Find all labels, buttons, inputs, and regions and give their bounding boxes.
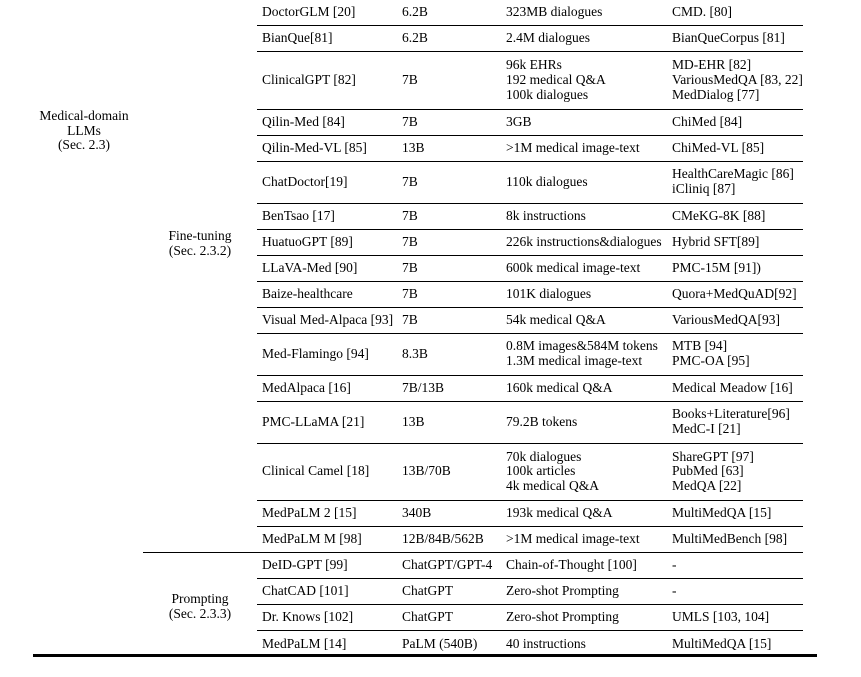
model-size-cell <box>402 73 506 88</box>
model-size-cell <box>402 235 506 250</box>
training-data-cell <box>506 115 672 130</box>
model-size: 13B <box>402 139 425 155</box>
training-data-line: 110k dialogues <box>506 173 588 189</box>
model-name: DoctorGLM [20] <box>262 4 356 20</box>
model-size-cell <box>402 115 506 130</box>
model-name-cell <box>257 532 402 547</box>
training-data-cell <box>506 31 672 46</box>
corpus-line: VariousMedQA [83, 22] <box>672 71 803 87</box>
model-size: 13B <box>402 413 425 429</box>
model-name: Med-Flamingo [94] <box>262 345 369 361</box>
corpus-line: MedQA [22] <box>672 478 742 494</box>
training-data-line: 226k instructions&dialogues <box>506 233 662 249</box>
corpus-cell <box>672 339 803 368</box>
model-table <box>257 0 803 657</box>
training-data-cell <box>506 584 672 599</box>
group-label-line: Medical-domain <box>39 108 129 123</box>
model-name-cell <box>257 287 402 302</box>
training-data-cell <box>506 175 672 190</box>
model-size: 7B <box>402 173 418 189</box>
corpus-line: Quora+MedQuAD[92] <box>672 285 797 301</box>
training-data-line: 4k medical Q&A <box>506 478 599 494</box>
model-size-cell <box>402 175 506 190</box>
table-row <box>257 0 803 26</box>
model-size: PaLM (540B) <box>402 635 478 651</box>
training-data-line: 1.3M medical image-text <box>506 353 643 368</box>
model-name: MedAlpaca [16] <box>262 379 351 395</box>
corpus-cell <box>672 287 803 302</box>
model-size-cell <box>402 558 506 573</box>
model-name-cell <box>257 558 402 573</box>
model-size-cell <box>402 313 506 328</box>
corpus-line: CMD. [80] <box>672 4 732 20</box>
model-name-cell <box>257 261 402 276</box>
subgroup-label-line: Fine-tuning <box>168 228 232 243</box>
table-row <box>257 26 803 52</box>
model-size-cell <box>402 610 506 625</box>
model-size: 340B <box>402 505 432 521</box>
model-size-cell <box>402 381 506 396</box>
corpus-line: - <box>672 557 677 573</box>
corpus-cell <box>672 558 803 573</box>
corpus-line: ChiMed [84] <box>672 113 743 129</box>
table-row <box>257 527 803 553</box>
corpus-cell <box>672 5 803 20</box>
model-name: MedPaLM M [98] <box>262 531 362 547</box>
model-name: Qilin-Med [84] <box>262 113 345 129</box>
model-size-cell <box>402 287 506 302</box>
subgroup-label-line: Prompting <box>171 591 229 606</box>
model-name: DeID-GPT [99] <box>262 557 348 573</box>
training-data-line: 600k medical image-text <box>506 259 641 275</box>
corpus-line: MultiMedQA [15] <box>672 505 772 521</box>
model-name: BenTsao [17] <box>262 207 335 223</box>
corpus-line: CMeKG-8K [88] <box>672 207 766 223</box>
model-size-cell <box>402 347 506 362</box>
corpus-cell <box>672 407 803 436</box>
model-name: Clinical Camel [18] <box>262 463 370 479</box>
model-name-cell <box>257 235 402 250</box>
corpus-line: ShareGPT [97] <box>672 448 754 464</box>
table-row <box>257 308 803 334</box>
model-name-cell <box>257 31 402 46</box>
training-data-cell <box>506 558 672 573</box>
model-size-cell <box>402 141 506 156</box>
model-name-cell <box>257 141 402 156</box>
model-name-cell <box>257 209 402 224</box>
table-row <box>257 162 803 204</box>
corpus-line: Books+Literature[96] <box>672 406 790 422</box>
model-size-cell <box>402 415 506 430</box>
corpus-line: PubMed [63] <box>672 463 744 479</box>
corpus-cell <box>672 313 803 328</box>
corpus-line: MultiMedQA [15] <box>672 635 772 651</box>
model-size: 7B <box>402 233 418 249</box>
corpus-line: PMC-OA [95] <box>672 353 750 368</box>
corpus-cell <box>672 141 803 156</box>
table-row <box>257 501 803 527</box>
training-data-line: 101K dialogues <box>506 285 592 301</box>
corpus-cell <box>672 532 803 547</box>
training-data-cell <box>506 415 672 430</box>
training-data-cell <box>506 141 672 156</box>
training-data-line: 192 medical Q&A <box>506 71 606 87</box>
training-data-line: Zero-shot Prompting <box>506 609 619 625</box>
table-row <box>257 553 803 579</box>
corpus-line: MedC-I [21] <box>672 421 741 436</box>
training-data-cell <box>506 313 672 328</box>
model-name-cell <box>257 313 402 328</box>
model-size: 7B <box>402 113 418 129</box>
corpus-cell <box>672 235 803 250</box>
model-name: MedPaLM [14] <box>262 635 347 651</box>
corpus-cell <box>672 584 803 599</box>
corpus-line: Hybrid SFT[89] <box>672 233 760 249</box>
model-name: PMC-LLaMA [21] <box>262 413 365 429</box>
training-data-line: 70k dialogues <box>506 448 582 464</box>
model-name-cell <box>257 637 402 652</box>
table-row <box>257 136 803 162</box>
training-data-line: >1M medical image-text <box>506 139 640 155</box>
training-data-line: 3GB <box>506 113 532 129</box>
training-data-line: 100k articles <box>506 463 576 479</box>
training-data-line: 96k EHRs <box>506 57 562 73</box>
table-row <box>257 282 803 308</box>
training-data-line: 8k instructions <box>506 207 586 223</box>
table-row <box>257 204 803 230</box>
training-data-line: 193k medical Q&A <box>506 505 613 521</box>
model-size-cell <box>402 532 506 547</box>
model-size-cell <box>402 584 506 599</box>
table-row <box>257 52 803 110</box>
corpus-line: iCliniq [87] <box>672 181 736 196</box>
training-data-line: 0.8M images&584M tokens <box>506 338 658 354</box>
training-data-cell <box>506 506 672 521</box>
model-size: 6.2B <box>402 4 428 20</box>
training-data-cell <box>506 261 672 276</box>
table-bottom-rule <box>33 654 817 658</box>
model-size-cell <box>402 209 506 224</box>
corpus-line: UMLS [103, 104] <box>672 609 770 625</box>
training-data-cell <box>506 381 672 396</box>
model-size: 7B <box>402 259 418 275</box>
table-row <box>257 605 803 631</box>
training-data-line: Chain-of-Thought [100] <box>506 557 637 573</box>
corpus-line: MedDialog [77] <box>672 86 760 102</box>
model-size-cell <box>402 261 506 276</box>
table-row <box>257 334 803 376</box>
training-data-cell <box>506 209 672 224</box>
model-size: ChatGPT <box>402 609 454 625</box>
model-name-cell <box>257 347 402 362</box>
model-name-cell <box>257 464 402 479</box>
table-row <box>257 579 803 605</box>
model-size-cell <box>402 31 506 46</box>
group-label-line: (Sec. 2.3) <box>57 137 111 152</box>
corpus-line: PMC-15M [91]) <box>672 259 761 275</box>
model-name-cell <box>257 506 402 521</box>
training-data-line: 160k medical Q&A <box>506 379 613 395</box>
training-data-cell <box>506 58 672 102</box>
model-size: ChatGPT <box>402 583 454 599</box>
model-name: Dr. Knows [102] <box>262 609 354 625</box>
model-name-cell <box>257 584 402 599</box>
table-row <box>257 402 803 444</box>
model-name-cell <box>257 175 402 190</box>
model-name-cell <box>257 381 402 396</box>
model-size-cell <box>402 506 506 521</box>
corpus-line: MTB [94] <box>672 338 728 354</box>
corpus-line: MultiMedBench [98] <box>672 531 788 547</box>
corpus-cell <box>672 381 803 396</box>
model-name: ChatDoctor[19] <box>262 173 348 189</box>
training-data-cell <box>506 5 672 20</box>
training-data-cell <box>506 637 672 652</box>
corpus-cell <box>672 637 803 652</box>
corpus-line: Medical Meadow [16] <box>672 379 793 395</box>
model-size-cell <box>402 5 506 20</box>
corpus-line: BianQueCorpus [81] <box>672 30 785 46</box>
model-size: 7B <box>402 311 418 327</box>
corpus-cell <box>672 167 803 196</box>
training-data-cell <box>506 450 672 494</box>
model-size: 8.3B <box>402 345 428 361</box>
training-data-line: 2.4M dialogues <box>506 30 590 46</box>
model-size: 13B/70B <box>402 463 451 479</box>
training-data-cell <box>506 339 672 368</box>
model-name: HuatuoGPT [89] <box>262 233 353 249</box>
training-data-line: 79.2B tokens <box>506 413 578 429</box>
model-name-cell <box>257 5 402 20</box>
model-size-cell <box>402 637 506 652</box>
subgroup-label-line: (Sec. 2.3.2) <box>168 242 232 258</box>
training-data-cell <box>506 610 672 625</box>
corpus-cell <box>672 450 803 494</box>
corpus-line: - <box>672 583 677 599</box>
model-size: 7B <box>402 71 418 87</box>
corpus-cell <box>672 610 803 625</box>
group-label-line: LLMs <box>67 122 101 138</box>
subgroup-label-prompting <box>143 592 257 621</box>
model-name: BianQue[81] <box>262 30 333 46</box>
subgroup-label-fine-tuning <box>143 229 257 258</box>
corpus-cell <box>672 31 803 46</box>
model-size: 7B <box>402 285 418 301</box>
model-size-cell <box>402 464 506 479</box>
corpus-cell <box>672 58 803 102</box>
table-row <box>257 376 803 402</box>
training-data-line: 54k medical Q&A <box>506 311 606 327</box>
training-data-cell <box>506 532 672 547</box>
corpus-line: MD-EHR [82] <box>672 57 752 73</box>
corpus-line: HealthCareMagic [86] <box>672 166 794 182</box>
training-data-cell <box>506 235 672 250</box>
prompting-section-divider-rule <box>143 552 257 554</box>
table-row <box>257 230 803 256</box>
subgroup-label-line: (Sec. 2.3.3) <box>168 605 232 621</box>
model-name-cell <box>257 610 402 625</box>
corpus-cell <box>672 209 803 224</box>
group-label-medical-domain-llms <box>20 109 148 153</box>
corpus-cell <box>672 115 803 130</box>
model-size: 7B/13B <box>402 379 445 395</box>
model-size: 6.2B <box>402 30 428 46</box>
model-size: 12B/84B/562B <box>402 531 484 547</box>
model-name: ChatCAD [101] <box>262 583 349 599</box>
model-size: 7B <box>402 207 418 223</box>
model-name-cell <box>257 415 402 430</box>
model-name: Visual Med-Alpaca [93] <box>262 311 394 327</box>
table-row <box>257 110 803 136</box>
model-size: ChatGPT/GPT-4 <box>402 557 493 573</box>
model-name: Baize-healthcare <box>262 285 353 301</box>
training-data-line: 100k dialogues <box>506 86 589 102</box>
model-name-cell <box>257 73 402 88</box>
corpus-line: ChiMed-VL [85] <box>672 139 765 155</box>
model-name: LLaVA-Med [90] <box>262 259 358 275</box>
training-data-line: Zero-shot Prompting <box>506 583 619 599</box>
corpus-line: VariousMedQA[93] <box>672 311 780 327</box>
table-row <box>257 256 803 282</box>
training-data-line: 323MB dialogues <box>506 4 603 20</box>
training-data-line: >1M medical image-text <box>506 531 640 547</box>
model-name-cell <box>257 115 402 130</box>
model-name: MedPaLM 2 [15] <box>262 505 357 521</box>
model-name: ClinicalGPT [82] <box>262 71 356 87</box>
corpus-cell <box>672 261 803 276</box>
table-row <box>257 444 803 502</box>
training-data-cell <box>506 287 672 302</box>
model-name: Qilin-Med-VL [85] <box>262 139 367 155</box>
corpus-cell <box>672 506 803 521</box>
training-data-line: 40 instructions <box>506 635 586 651</box>
